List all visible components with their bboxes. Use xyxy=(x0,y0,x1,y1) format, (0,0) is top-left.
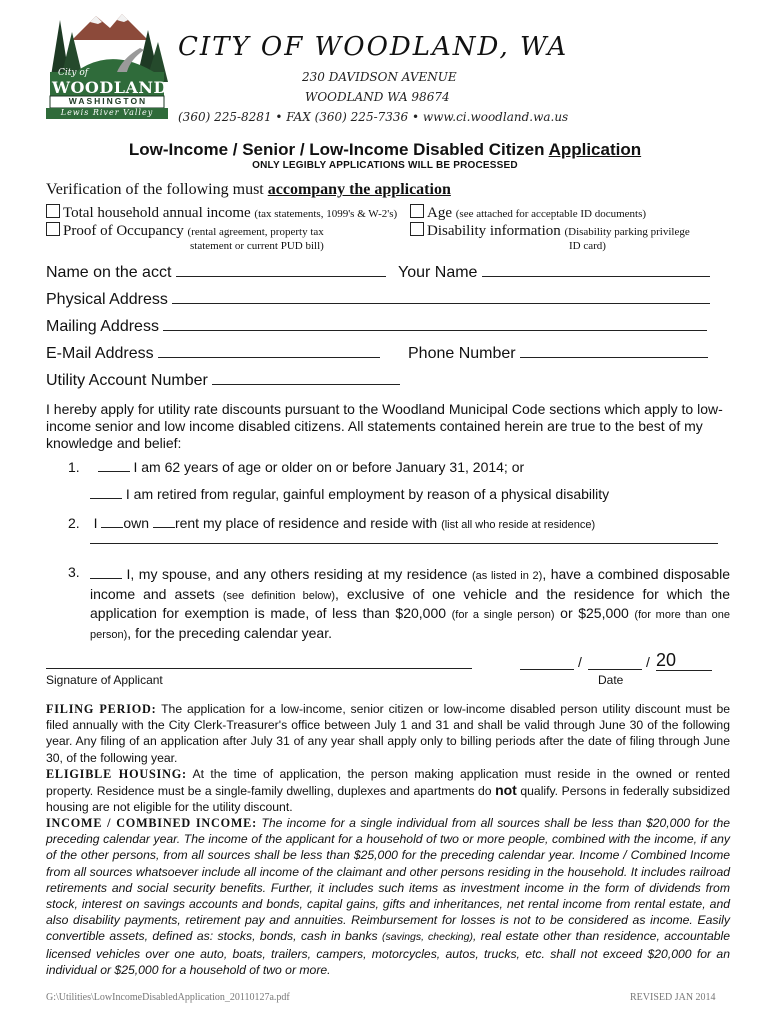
logo-washington: WASHINGTON xyxy=(68,96,148,106)
income-text-2: , real estate other than residence, accountable licensed vehicles over one auto, boats, trailers, campers, motorcycles, autos, trucks, etc. shall not exceed $20,000 for an individual or $25,000 for a household of two or more. xyxy=(46,929,731,977)
field-utility-account xyxy=(46,370,400,390)
income-note: (savings, checking) xyxy=(382,931,473,944)
applicant-statement: I hereby apply for utility rate discounts pursuant to the Woodland Municipal Code sections which apply to low-income senior and low income disabled citizens. All statements contained herein are true to the best of my knowledge and belief: xyxy=(46,401,723,451)
item-1-number: 1. xyxy=(68,459,80,475)
checkbox-age[interactable] xyxy=(410,204,424,218)
filing-period-heading: FILING PERIOD: xyxy=(46,702,157,716)
option-disability-note: (Disability parking privilege xyxy=(564,226,690,238)
verification-lead: Verification of the following must xyxy=(46,181,264,198)
option-disability xyxy=(410,222,690,240)
option-household-income xyxy=(46,204,397,222)
item-3-blank[interactable] xyxy=(90,564,122,579)
checkbox-household-income[interactable] xyxy=(46,204,60,218)
item-2-own-blank[interactable] xyxy=(101,513,123,528)
field-mailing-address-label: Mailing Address xyxy=(46,318,159,335)
item-2-i: I xyxy=(93,515,98,531)
name-on-acct-input[interactable] xyxy=(176,262,386,277)
item-2-rent-blank[interactable] xyxy=(153,513,175,528)
option-proof-occupancy-note2: statement or current PUD bill) xyxy=(190,240,324,252)
physical-address-input[interactable] xyxy=(172,289,710,304)
mailing-address-input[interactable] xyxy=(163,316,707,331)
item-2-rent: rent my place of residence and reside with xyxy=(174,515,438,531)
form-subtitle: ONLY LEGIBLY APPLICATIONS WILL BE PROCESSED xyxy=(252,160,518,171)
field-mailing-address xyxy=(46,316,707,336)
date-slash-1: / xyxy=(578,654,582,670)
item-3-a-note: (as listed in 2) xyxy=(471,570,543,582)
item-3-c-note: (for a single person) xyxy=(451,609,555,621)
option-age xyxy=(410,204,646,222)
phone-input[interactable] xyxy=(520,343,708,358)
item-3-c: , exclusive of one vehicle and the residence for which the application for exemption is made, of less than $20,000 xyxy=(90,585,730,621)
contact-line: (360) 225-8281 • FAX (360) 225-7336 • www.ci.woodland.wa.us xyxy=(178,110,569,124)
income-text-1: The income for a single individual from all sources shall be less than $20,000 for the preceding calendar year. The income of the applicant for a household of two or more people, combined with the income, if any of the other persons, from all sources shall be less than $25,000 for the preceding calendar year. Income / Combined Income from all sources whatsoever include all income of the claimant and other persons residing in the household. It includes railroad retirements and social security benefits. Further, it includes such items as investment income in the form of dividends from stock, interest on savings accounts and bonds, capital gains, gifts and inheritances, net rental income from rental estate, and also disability payments, retirement pay and annuities. Reimbursement for losses is not to be considered as income. Easily convertible assets, defined as: stocks, bonds, cash in banks xyxy=(46,816,731,944)
option-proof-occupancy-label: Proof of Occupancy xyxy=(63,223,184,239)
item-1b xyxy=(90,484,609,502)
item-3-number: 3. xyxy=(68,564,80,580)
item-3-e: , for the preceding calendar year. xyxy=(127,624,332,641)
date-year-input[interactable] xyxy=(656,650,712,671)
item-3-d: or $25,000 xyxy=(560,605,629,621)
logo-woodland: WOODLAND xyxy=(52,78,168,97)
date-label: Date xyxy=(598,673,624,687)
date-month-input[interactable] xyxy=(520,655,574,670)
signature-label: Signature of Applicant xyxy=(46,673,163,687)
item-3-e-note: (for more than one person) xyxy=(90,609,731,641)
footer-revised: REVISED JAN 2014 xyxy=(630,992,716,1003)
item-3-b-note: (see definition below) xyxy=(222,589,336,602)
option-proof-occupancy xyxy=(46,222,324,240)
your-name-input[interactable] xyxy=(482,262,710,277)
eligible-housing-text-2: qualify. Persons in federally subsidized housing are not eligible for the utility discount. xyxy=(46,784,731,815)
date-year-prefix: 20 xyxy=(656,650,677,670)
form-title xyxy=(0,140,770,160)
item-1b-text: I am retired from regular, gainful employment by reason of a physical disability xyxy=(125,486,610,502)
checkbox-proof-occupancy[interactable] xyxy=(46,222,60,236)
field-utility-account-label: Utility Account Number xyxy=(46,372,208,389)
signature-line[interactable] xyxy=(46,668,472,669)
form-title-application: Application xyxy=(548,140,642,159)
city-logo xyxy=(44,12,170,120)
field-physical-address-label: Physical Address xyxy=(46,291,168,308)
eligible-housing-section xyxy=(46,766,730,816)
option-proof-occupancy-note: (rental agreement, property tax xyxy=(187,226,324,238)
filing-period-section xyxy=(46,701,730,766)
footer-file-path: G:\Utilities\LowIncomeDisabledApplication_20110127a.pdf xyxy=(46,992,290,1003)
income-heading: INCOME / COMBINED INCOME: xyxy=(46,816,257,830)
filing-period-text: The application for a low-income, senior citizen or low-income disabled person utility discount must be filed annually with the City Clerk-Treasurer's office between July 1 and 31 and shall be valid through June 30 of the following year. Any filing of an application after July 31 of any year shall apply only to billing periods after the date of filing through June 30, of the following year. xyxy=(46,702,731,765)
field-email xyxy=(46,343,380,363)
option-age-label: Age xyxy=(427,205,452,221)
verification-emphasis: accompany the application xyxy=(267,181,451,198)
item-1a-text: I am 62 years of age or older on or before January 31, 2014; or xyxy=(133,459,525,475)
logo-city-of: City of xyxy=(58,68,89,78)
item-2-note: (list all who reside at residence) xyxy=(441,519,596,531)
utility-account-input[interactable] xyxy=(212,370,400,385)
item-2 xyxy=(68,513,595,531)
item-1b-blank[interactable] xyxy=(90,484,122,499)
city-title: CITY OF WOODLAND, WA xyxy=(178,32,569,62)
field-your-name-label: Your Name xyxy=(398,264,478,281)
item-2-residents-line[interactable] xyxy=(90,543,718,544)
date-slash-2: / xyxy=(646,654,650,670)
item-3-text xyxy=(90,564,730,644)
option-household-income-note: (tax statements, 1099's & W-2's) xyxy=(254,208,398,220)
address-line-2: WOODLAND WA 98674 xyxy=(305,90,450,104)
form-title-main: Low-Income / Senior / Low-Income Disabled Citizen xyxy=(128,140,545,159)
eligible-housing-heading: ELIGIBLE HOUSING: xyxy=(46,767,187,781)
field-name-on-acct xyxy=(46,262,386,282)
option-age-note: (see attached for acceptable ID documents) xyxy=(455,208,647,220)
eligible-housing-text-1: At the time of application, the person making application must reside in the owned or rented property. Residence must be a single-family dwelling, duplexes and apartments do xyxy=(46,767,730,799)
field-physical-address xyxy=(46,289,710,309)
verification-heading xyxy=(46,181,451,199)
logo-tagline: Lewis River Valley xyxy=(60,108,154,117)
field-your-name xyxy=(398,262,710,282)
item-2-number: 2. xyxy=(68,515,80,531)
income-section xyxy=(46,815,730,978)
item-2-own: own xyxy=(123,515,150,531)
field-phone-label: Phone Number xyxy=(408,345,516,362)
eligible-housing-not: not xyxy=(495,782,517,799)
field-name-on-acct-label: Name on the acct xyxy=(46,264,172,281)
field-email-label: E-Mail Address xyxy=(46,345,154,362)
option-household-income-label: Total household annual income xyxy=(63,205,251,221)
item-3-a: I, my spouse, and any others residing at my residence xyxy=(126,566,468,582)
date-day-input[interactable] xyxy=(588,655,642,670)
item-3-b: , have a combined disposable income and assets xyxy=(90,566,731,602)
email-input[interactable] xyxy=(158,343,380,358)
option-disability-label: Disability information xyxy=(427,223,561,239)
item-1a-blank[interactable] xyxy=(98,457,130,472)
address-line-1: 230 DAVIDSON AVENUE xyxy=(302,70,457,84)
option-disability-note2: ID card) xyxy=(569,240,606,252)
field-phone xyxy=(408,343,708,363)
item-1 xyxy=(68,457,524,475)
checkbox-disability[interactable] xyxy=(410,222,424,236)
